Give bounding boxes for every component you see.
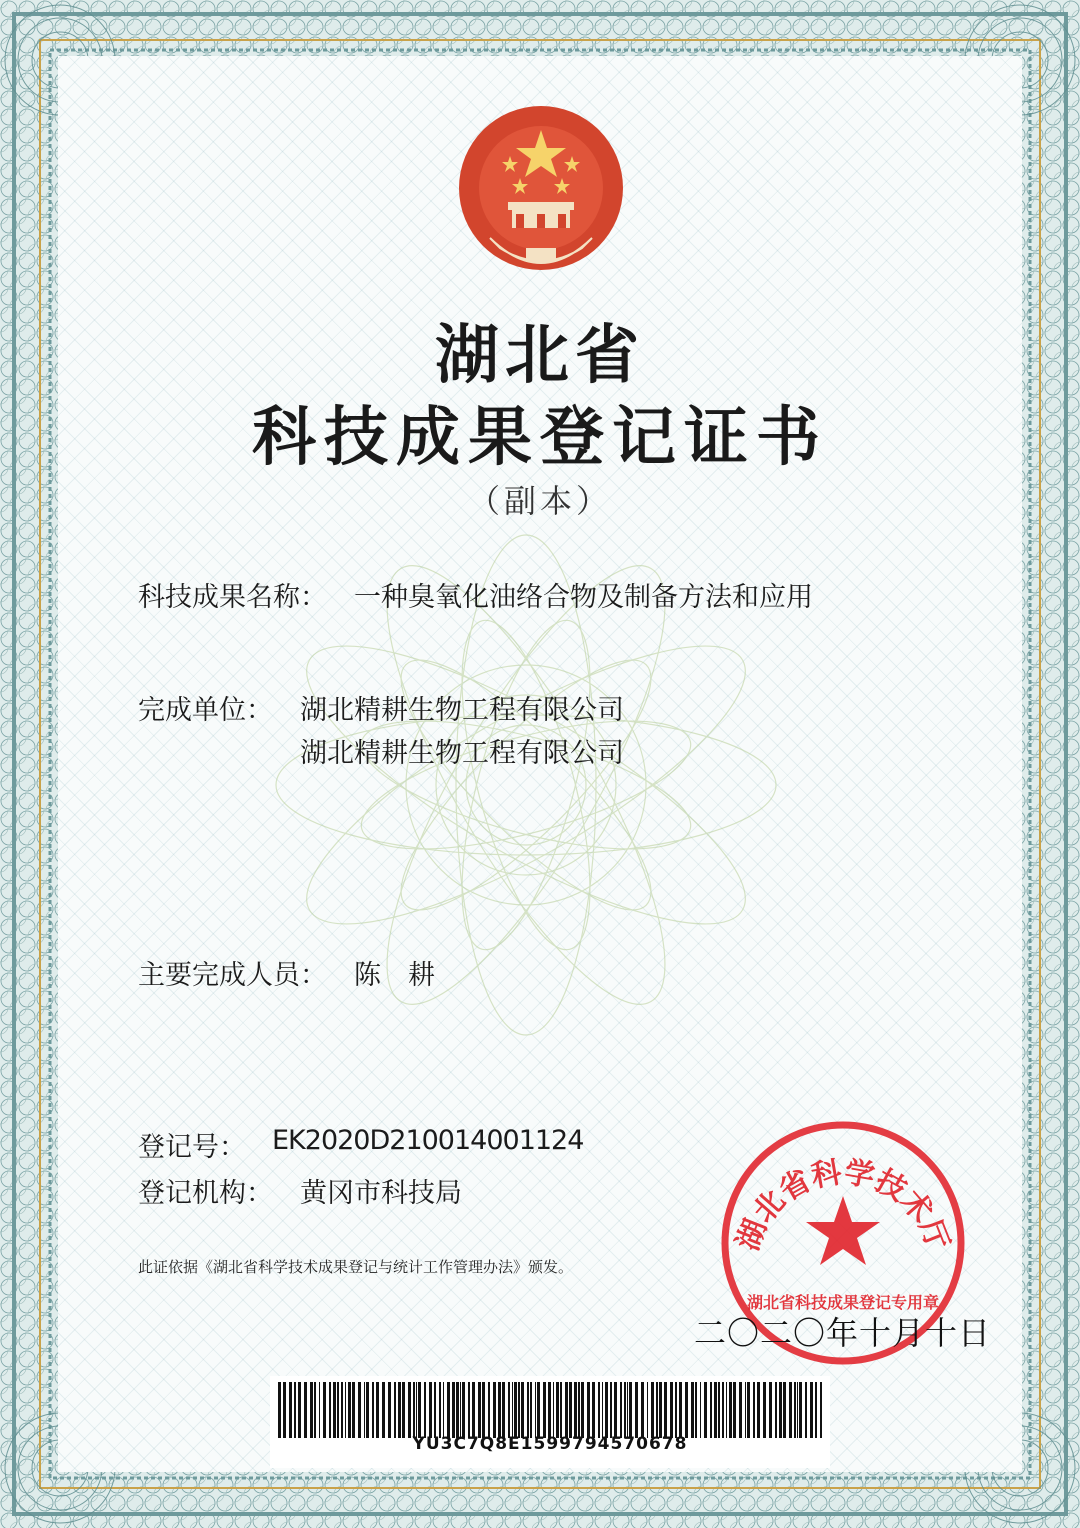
barcode-bar xyxy=(569,1382,572,1438)
barcode-bar xyxy=(323,1382,326,1438)
barcode-bar xyxy=(548,1382,551,1438)
unit-value-1: 湖北精耕生物工程有限公司 xyxy=(300,695,624,726)
barcode-bar xyxy=(565,1382,568,1438)
issuance-basis-text: 此证依据《湖北省科学技术成果登记与统计工作管理办法》颁发。 xyxy=(138,1258,574,1276)
barcode-bar xyxy=(498,1382,501,1438)
barcode-bar xyxy=(289,1382,292,1438)
barcode-bar xyxy=(620,1382,622,1438)
barcode-bar xyxy=(372,1382,374,1438)
barcode-bar xyxy=(488,1382,490,1438)
barcode-bar xyxy=(424,1382,426,1438)
barcode-bar xyxy=(418,1382,421,1438)
barcode-bar xyxy=(679,1382,682,1438)
barcode-bar xyxy=(394,1382,396,1438)
barcode-bar xyxy=(747,1382,750,1438)
barcode-bar xyxy=(376,1382,379,1438)
barcode-bar xyxy=(388,1382,391,1438)
barcode-bar xyxy=(635,1382,638,1438)
barcode-bar xyxy=(518,1382,520,1438)
barcode-bar xyxy=(341,1382,343,1438)
barcode-bar xyxy=(794,1382,796,1438)
barcode-bar xyxy=(810,1382,813,1438)
barcode-bar xyxy=(651,1382,654,1438)
barcode-bar xyxy=(304,1382,307,1438)
barcode-bar xyxy=(278,1382,281,1438)
barcode-bar xyxy=(753,1382,755,1438)
barcode-bar xyxy=(482,1382,485,1438)
barcode-bar xyxy=(775,1382,777,1438)
barcode-bar xyxy=(314,1382,316,1438)
barcode-bar xyxy=(294,1382,296,1438)
barcode-bar xyxy=(610,1382,612,1438)
barcode-bar xyxy=(675,1382,677,1438)
barcode-bar xyxy=(460,1382,461,1438)
barcode-bar xyxy=(695,1382,697,1438)
title-province: 湖北省 xyxy=(435,318,645,393)
barcode-bar xyxy=(408,1382,411,1438)
barcode-bar xyxy=(641,1382,644,1438)
barcode-bar xyxy=(298,1382,301,1438)
barcode-bar xyxy=(439,1382,441,1438)
national-emblem-icon xyxy=(450,98,632,284)
barcode-bar xyxy=(647,1382,648,1438)
barcode-bar xyxy=(493,1382,496,1438)
agency-value: 黄冈市科技局 xyxy=(300,1178,462,1209)
barcode-bar xyxy=(627,1382,628,1438)
barcode-panel xyxy=(270,1376,830,1468)
barcode-bar xyxy=(543,1382,546,1438)
barcode-bar xyxy=(462,1382,465,1438)
barcode-bar xyxy=(456,1382,459,1438)
barcode-bar xyxy=(722,1382,724,1438)
barcode-bar xyxy=(733,1382,736,1438)
barcode-bar xyxy=(815,1382,817,1438)
barcode-bar xyxy=(398,1382,401,1438)
barcode-bar xyxy=(578,1382,580,1438)
seal-bottom-text: 湖北省科技成果登记专用章 xyxy=(746,1293,940,1312)
barcode-bar xyxy=(797,1382,798,1438)
barcode-graphic xyxy=(278,1382,822,1438)
person-value: 陈 耕 xyxy=(354,960,435,991)
barcode-bar xyxy=(560,1382,562,1438)
barcode-bar xyxy=(685,1382,688,1438)
barcode-bar xyxy=(508,1382,510,1438)
barcode-bar xyxy=(726,1382,727,1438)
barcode-bar xyxy=(537,1382,540,1438)
barcode-number: YU3C7Q8E1599794570678 xyxy=(412,1434,688,1454)
barcode-bar xyxy=(283,1382,286,1438)
barcode-bar xyxy=(729,1382,732,1438)
barcode-bar xyxy=(366,1382,369,1438)
barcode-bar xyxy=(530,1382,532,1438)
barcode-bar xyxy=(745,1382,746,1438)
barcode-bar xyxy=(556,1382,559,1438)
achievement-name-label: 科技成果名称： xyxy=(138,582,327,613)
barcode-bar xyxy=(799,1382,802,1438)
reg-no-label: 登记号： xyxy=(138,1132,246,1163)
barcode-bar xyxy=(535,1382,536,1438)
barcode-bar xyxy=(382,1382,385,1438)
seal-top-text: 湖北省科学技术厅 xyxy=(730,1154,956,1256)
issue-date: 二〇二〇年十月十日 xyxy=(694,1314,992,1352)
barcode-bar xyxy=(337,1382,339,1438)
barcode-bar xyxy=(329,1382,331,1438)
person-label: 主要完成人员： xyxy=(138,960,327,991)
barcode-bar xyxy=(670,1382,673,1438)
unit-value-2: 湖北精耕生物工程有限公司 xyxy=(300,738,624,769)
barcode-bar xyxy=(757,1382,760,1438)
barcode-bar xyxy=(783,1382,786,1438)
barcode-bar xyxy=(512,1382,513,1438)
barcode-bar xyxy=(805,1382,807,1438)
achievement-name-value: 一种臭氧化油络合物及制备方法和应用 xyxy=(354,582,813,613)
barcode-bar xyxy=(333,1382,336,1438)
agency-label: 登记机构： xyxy=(138,1178,273,1209)
barcode-bar xyxy=(659,1382,662,1438)
barcode-bar xyxy=(502,1382,505,1438)
barcode-bar xyxy=(664,1382,667,1438)
subtitle-copy: （副本） xyxy=(467,482,612,520)
barcode-bar xyxy=(413,1382,415,1438)
barcode-bar xyxy=(472,1382,475,1438)
barcode-bar xyxy=(779,1382,782,1438)
barcode-bar xyxy=(592,1382,595,1438)
barcode-bar xyxy=(769,1382,772,1438)
barcode-bar xyxy=(602,1382,603,1438)
barcode-bar xyxy=(521,1382,524,1438)
barcode-bar xyxy=(605,1382,608,1438)
barcode-bar xyxy=(310,1382,313,1438)
barcode-bar xyxy=(624,1382,626,1438)
barcode-bar xyxy=(416,1382,417,1438)
barcode-bar xyxy=(598,1382,600,1438)
barcode-bar xyxy=(319,1382,320,1438)
barcode-bar xyxy=(348,1382,351,1438)
barcode-bar xyxy=(429,1382,432,1438)
barcode-bar xyxy=(402,1382,405,1438)
barcode-bar xyxy=(739,1382,742,1438)
barcode-bar xyxy=(718,1382,720,1438)
barcode-bar xyxy=(614,1382,617,1438)
barcode-bar xyxy=(352,1382,355,1438)
barcode-bar xyxy=(763,1382,766,1438)
title-certificate: 科技成果登记证书 xyxy=(252,400,828,475)
barcode-bar xyxy=(364,1382,365,1438)
barcode-bar xyxy=(789,1382,792,1438)
unit-label: 完成单位： xyxy=(138,695,273,726)
barcode-bar xyxy=(656,1382,658,1438)
reg-no-value: EK2020D210014001124 xyxy=(272,1125,584,1156)
barcode-bar xyxy=(700,1382,701,1438)
barcode-bar xyxy=(820,1382,822,1438)
barcode-bar xyxy=(468,1382,470,1438)
barcode-bar xyxy=(514,1382,517,1438)
barcode-bar xyxy=(574,1382,577,1438)
barcode-bar xyxy=(358,1382,361,1438)
barcode-bar xyxy=(478,1382,481,1438)
barcode-bar xyxy=(443,1382,444,1438)
barcode-bar xyxy=(714,1382,717,1438)
barcode-bar xyxy=(447,1382,450,1438)
barcode-bar xyxy=(452,1382,455,1438)
barcode-bar xyxy=(434,1382,436,1438)
barcode-bar xyxy=(587,1382,590,1438)
barcode-bar xyxy=(345,1382,346,1438)
barcode-bar xyxy=(629,1382,632,1438)
barcode-bar xyxy=(553,1382,554,1438)
barcode-bar xyxy=(710,1382,712,1438)
barcode-bar xyxy=(581,1382,584,1438)
barcode-bar xyxy=(527,1382,529,1438)
barcode-bar xyxy=(704,1382,707,1438)
barcode-bar xyxy=(691,1382,694,1438)
